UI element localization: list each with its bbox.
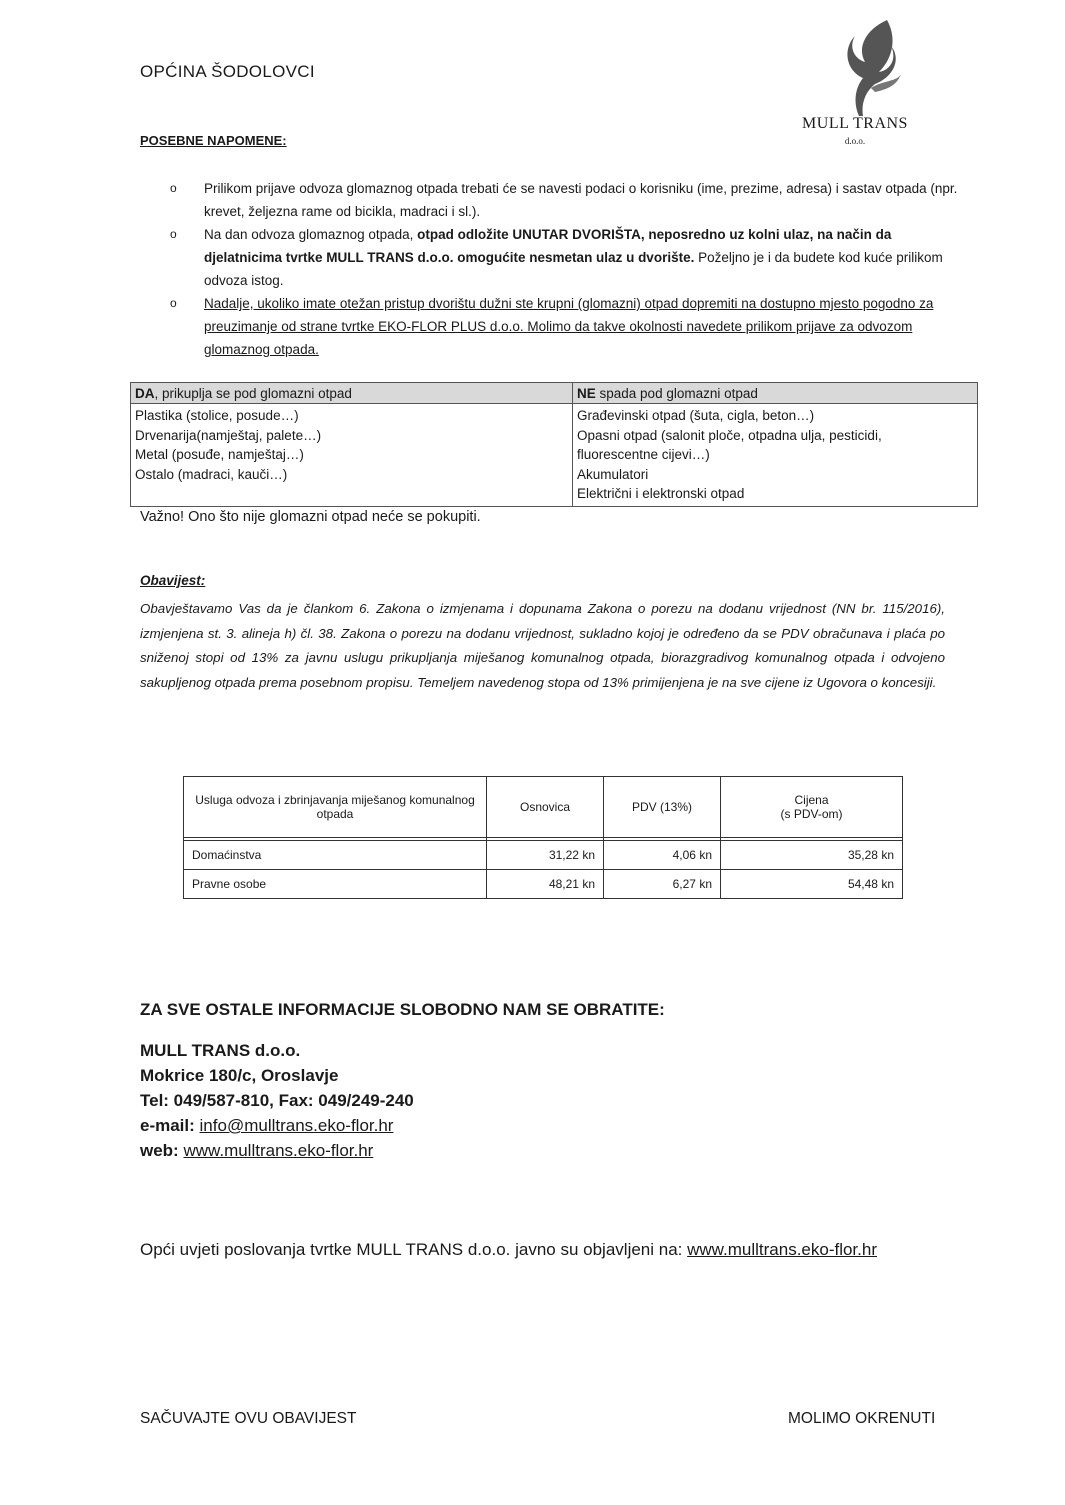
list-item: Drvenarija(namještaj, palete…) bbox=[135, 427, 322, 443]
price-table bbox=[183, 776, 903, 899]
price-value: 35,28 kn bbox=[721, 841, 903, 870]
list-item: Metal (posuđe, namještaj…) bbox=[135, 447, 304, 462]
row-label: Pravne osobe bbox=[184, 870, 487, 899]
no-header: NE spada pod glomazni otpad bbox=[573, 383, 978, 404]
note-text: Na dan odvoza glomaznog otpada, otpad odložite UNUTAR DVORIŠTA, neposredno uz kolni ulaz, na način da djelatnicima tvrtke MULL TRANS d.o.o. omogućite nesmetan ulaz u dvorište. Poželjno je i da budete kod kuće prilikom odvoza istog. bbox=[204, 227, 943, 288]
municipality-title: OPĆINA ŠODOLOVCI bbox=[140, 62, 315, 81]
no-items bbox=[573, 404, 978, 507]
list-item: Ostalo (madraci, kauči…) bbox=[135, 466, 288, 482]
list-item: Opasni otpad (salonit ploče, otpadna ulja, pesticidi, bbox=[577, 427, 882, 443]
email-link[interactable]: info@mulltrans.eko-flor.hr bbox=[199, 1116, 394, 1135]
logo-suffix: d.o.o. bbox=[844, 136, 866, 146]
table-row bbox=[184, 841, 903, 870]
note-item bbox=[170, 223, 960, 292]
bullet-icon: o bbox=[170, 227, 177, 241]
contact-block bbox=[140, 1038, 414, 1163]
company-address: Mokrice 180/c, Oroslavje bbox=[140, 1066, 339, 1085]
web-link[interactable]: www.mulltrans.eko-flor.hr bbox=[183, 1141, 374, 1160]
list-item: Građevinski otpad (šuta, cigla, beton…) bbox=[577, 408, 815, 423]
price-header: Cijena (s PDV-om) bbox=[721, 777, 903, 838]
notes-title: POSEBNE NAPOMENE: bbox=[140, 133, 287, 148]
logo-flame-icon bbox=[835, 18, 915, 118]
waste-table bbox=[130, 382, 978, 507]
notice-text: Obavještavamo Vas da je člankom 6. Zakona o izmjenama i dopunama Zakona o porezu na dodanu vrijednost (NN br. 115/2016), izmjenjena st. 3. alineja h) čl. 38. Zakona o porezu na dodanu vrijednost, sukladno kojoj je određeno da se PDV obračunava i plaća po sniženoj stopi od 13% za javnu uslugu prikupljanja miješanog komunalnog otpada, biorazgradivog komunalnog otpada i odvojeno sakupljenog otpada prema posebnom propisu. Temeljem navedenog stopa od 13% primijenjena je na sve cijene iz Ugovora o koncesiji. bbox=[140, 601, 945, 690]
important-note: Važno! Ono što nije glomazni otpad neće se pokupiti. bbox=[140, 509, 481, 525]
company-phone: Tel: 049/587-810, Fax: 049/249-240 bbox=[140, 1091, 414, 1110]
list-item: Akumulatori bbox=[577, 466, 649, 482]
service-header: Usluga odvoza i zbrinjavanja miješanog komunalnog otpada bbox=[184, 777, 487, 838]
web-line: web: www.mulltrans.eko-flor.hr bbox=[140, 1141, 374, 1160]
bullet-icon: o bbox=[170, 296, 177, 310]
contact-title: ZA SVE OSTALE INFORMACIJE SLOBODNO NAM SE OBRATITE: bbox=[140, 1000, 665, 1019]
company-logo bbox=[790, 18, 930, 148]
base-header: Osnovica bbox=[487, 777, 604, 838]
terms-line: Opći uvjeti poslovanja tvrtke MULL TRANS d.o.o. javno su objavljeni na: www.mulltrans.eko-flor.hr bbox=[140, 1240, 877, 1259]
table-row bbox=[184, 870, 903, 899]
base-value: 48,21 kn bbox=[487, 870, 604, 899]
notes-list bbox=[170, 177, 960, 361]
note-text: Prilikom prijave odvoza glomaznog otpada trebati će se navesti podaci o korisniku (ime, prezime, adresa) i sastav otpada (npr. krevet, željezna rame od bicikla, madraci i sl.). bbox=[204, 181, 958, 219]
note-item bbox=[170, 177, 960, 223]
list-item: Električni i elektronski otpad bbox=[577, 486, 745, 501]
price-value: 54,48 kn bbox=[721, 870, 903, 899]
list-item: fluorescentne cijevi…) bbox=[577, 447, 710, 462]
note-item bbox=[170, 292, 960, 361]
vat-value: 4,06 kn bbox=[604, 841, 721, 870]
bullet-icon: o bbox=[170, 181, 177, 195]
list-item: Plastika (stolice, posude…) bbox=[135, 408, 299, 423]
vat-value: 6,27 kn bbox=[604, 870, 721, 899]
note-text: Nadalje, ukoliko imate otežan pristup dvorištu dužni ste krupni (glomazni) otpad dopremiti na dostupno mjesto pogodno za preuzimanje od strane tvrtke EKO-FLOR PLUS d.o.o. Molimo da takve okolnosti navedete prilikom prijave za odvozom glomaznog otpada. bbox=[204, 296, 934, 357]
notice-title: Obavijest: bbox=[140, 573, 206, 588]
yes-header: DA, prikuplja se pod glomazni otpad bbox=[131, 383, 573, 404]
terms-link[interactable]: www.mulltrans.eko-flor.hr bbox=[687, 1240, 877, 1259]
yes-items bbox=[131, 404, 573, 507]
row-label: Domaćinstva bbox=[184, 841, 487, 870]
company-name: MULL TRANS d.o.o. bbox=[140, 1041, 301, 1060]
email-line: e-mail: info@mulltrans.eko-flor.hr bbox=[140, 1116, 394, 1135]
logo-name: MULL TRANS bbox=[802, 115, 908, 132]
footer-turn-over: MOLIMO OKRENUTI bbox=[788, 1410, 936, 1427]
footer-keep-notice: SAČUVAJTE OVU OBAVIJEST bbox=[140, 1410, 357, 1427]
base-value: 31,22 kn bbox=[487, 841, 604, 870]
vat-header: PDV (13%) bbox=[604, 777, 721, 838]
